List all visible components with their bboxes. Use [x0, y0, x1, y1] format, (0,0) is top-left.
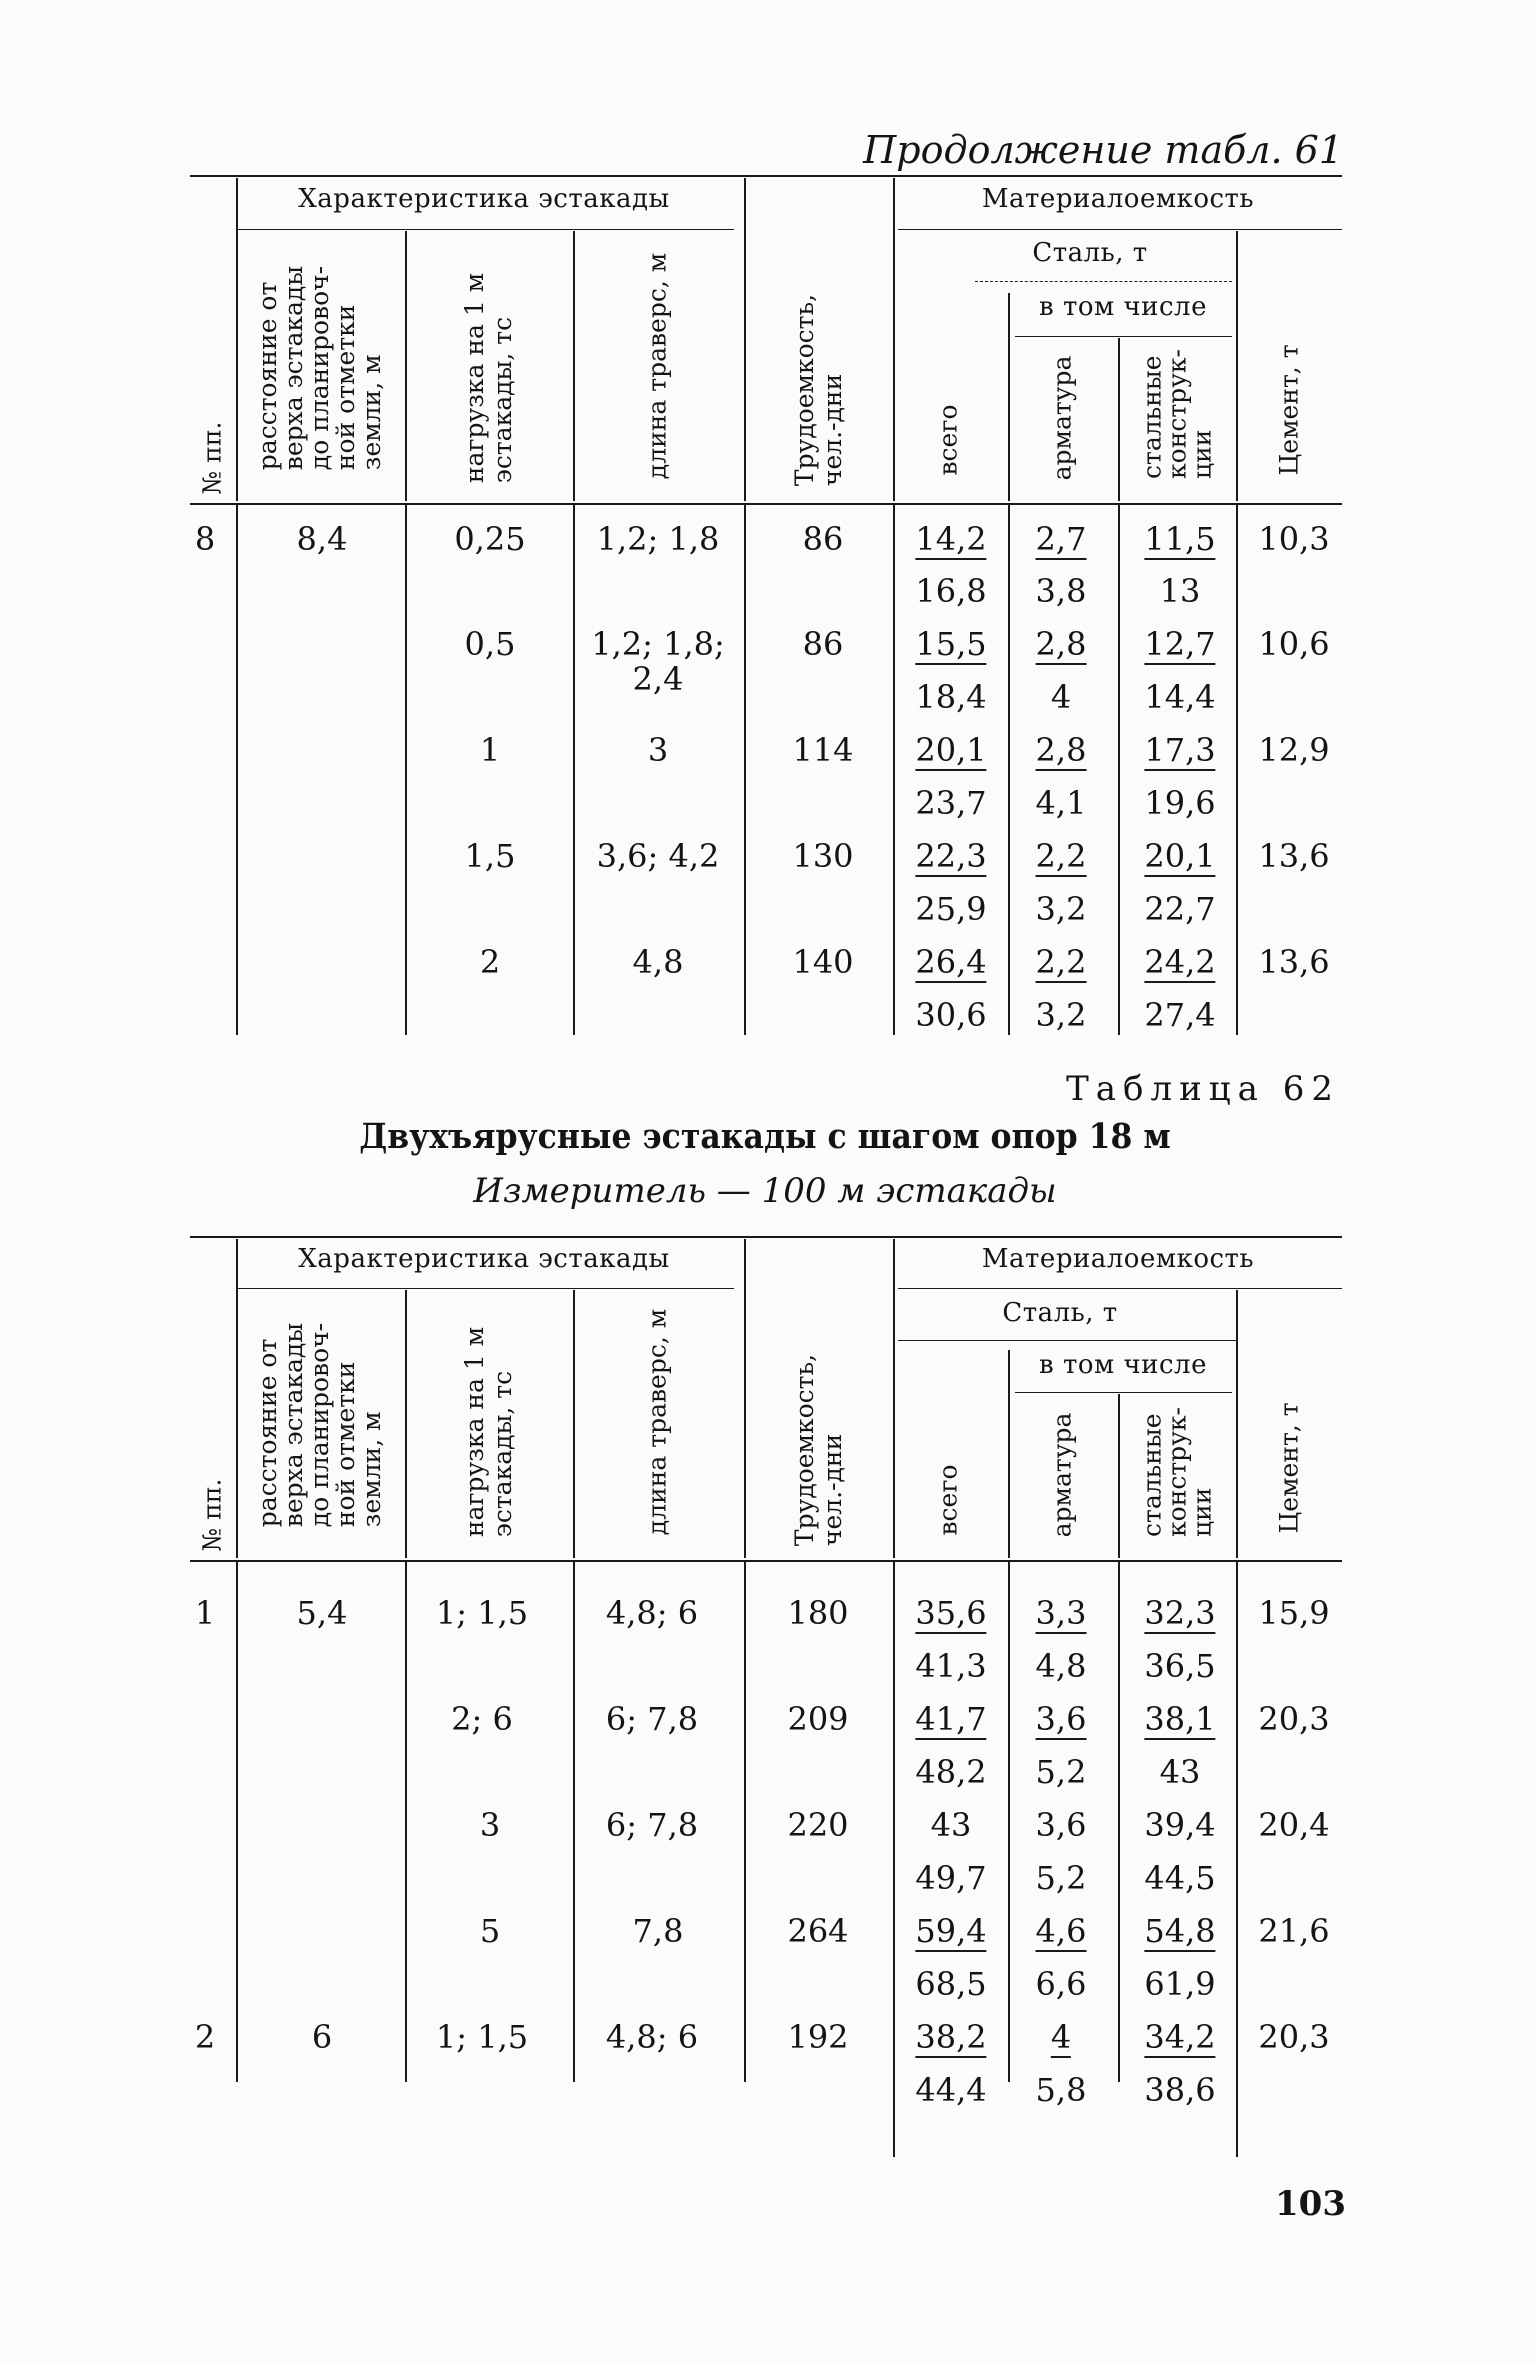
cell-traverse: 3 — [647, 731, 669, 769]
cell-total-1: 35,6 — [915, 1594, 987, 1632]
cell-traverse: 1,2; 1,8 — [596, 520, 720, 558]
cell-total-2: 18,4 — [915, 678, 987, 716]
cell-total-2: 48,2 — [915, 1753, 987, 1791]
cell-rebar-1: 2,2 — [1035, 837, 1087, 875]
cell-labor: 180 — [787, 1594, 849, 1632]
cell-total-1: 26,4 — [915, 943, 987, 981]
cell-distance: 5,4 — [296, 1594, 348, 1632]
header-cement: Цемент, т — [1274, 344, 1304, 476]
cell-traverse: 7,8 — [632, 1912, 684, 1950]
cell-struct-2: 14,4 — [1144, 678, 1216, 716]
cell-total-1: 59,4 — [915, 1912, 987, 1950]
cell-load: 0,5 — [464, 625, 516, 663]
cell-cement: 20,3 — [1258, 2018, 1330, 2056]
header-characteristic: Характеристика эстакады — [298, 184, 670, 214]
cell-load: 2 — [479, 943, 501, 981]
cell-cement: 20,3 — [1258, 1700, 1330, 1738]
cell-rebar-2: 5,2 — [1035, 1859, 1087, 1897]
page-number: 103 — [1275, 2184, 1346, 2224]
cell-labor: 114 — [792, 731, 854, 769]
cell-load: 0,25 — [454, 520, 526, 558]
cell-traverse: 6; 7,8 — [605, 1806, 699, 1844]
cell-struct-2: 43 — [1159, 1753, 1201, 1791]
header-traverse: длина траверс, м — [642, 1308, 672, 1536]
cell-labor: 220 — [787, 1806, 849, 1844]
cell-rebar-2: 3,8 — [1035, 572, 1087, 610]
cell-cement: 13,6 — [1258, 837, 1330, 875]
cell-struct-1: 34,2 — [1144, 2018, 1216, 2056]
cell-total-2: 44,4 — [915, 2071, 987, 2109]
cell-rebar-1: 4,6 — [1035, 1912, 1087, 1950]
cell-cement: 10,6 — [1258, 625, 1330, 663]
header-num: № пп. — [197, 421, 227, 495]
header-steel-struct: стальные конструк- ции — [1137, 1407, 1217, 1537]
cell-num: 1 — [194, 1594, 216, 1632]
header-including: в том числе — [1039, 292, 1207, 322]
cell-load: 2; 6 — [451, 1700, 513, 1738]
cell-rebar-2: 3,2 — [1035, 996, 1087, 1034]
cell-total-1: 38,2 — [915, 2018, 987, 2056]
cell-cement: 13,6 — [1258, 943, 1330, 981]
cell-total-2: 68,5 — [915, 1965, 987, 2003]
cell-total-1: 22,3 — [915, 837, 987, 875]
table-62-subtitle: Измеритель — 100 м эстакады — [473, 1171, 1057, 1211]
cell-load: 1; 1,5 — [435, 1594, 529, 1632]
cell-rebar-1: 2,8 — [1035, 625, 1087, 663]
cell-traverse: 6; 7,8 — [605, 1700, 699, 1738]
header-load: нагрузка на 1 м эстакады, тс — [460, 272, 517, 484]
cell-labor: 130 — [792, 837, 854, 875]
cell-struct-1: 20,1 — [1144, 837, 1216, 875]
table-62-title: Двухъярусные эстакады с шагом опор 18 м — [359, 1116, 1171, 1157]
cell-total-2: 25,9 — [915, 890, 987, 928]
header-rebar: арматура — [1047, 1412, 1077, 1538]
cell-rebar-2: 4,1 — [1035, 784, 1087, 822]
header-distance: расстояние от верха эстакады до планировоч- ной отметки земли, м — [253, 1322, 386, 1528]
header-rebar: арматура — [1047, 355, 1077, 481]
header-materials: Материалоемкость — [981, 1244, 1255, 1274]
header-total: всего — [933, 1464, 963, 1536]
cell-struct-1: 32,3 — [1144, 1594, 1216, 1632]
header-including: в том числе — [1039, 1350, 1207, 1380]
cell-struct-2: 27,4 — [1144, 996, 1216, 1034]
cell-cement: 10,3 — [1258, 520, 1330, 558]
header-traverse: длина траверс, м — [642, 252, 672, 480]
cell-total-2: 23,7 — [915, 784, 987, 822]
header-steel-struct: стальные конструк- ции — [1137, 349, 1217, 479]
cell-total-1: 41,7 — [915, 1700, 987, 1738]
cell-total-1: 20,1 — [915, 731, 987, 769]
cell-struct-2: 44,5 — [1144, 1859, 1216, 1897]
cell-labor: 140 — [792, 943, 854, 981]
cell-labor: 264 — [787, 1912, 849, 1950]
cell-total-2: 16,8 — [915, 572, 987, 610]
header-materials: Материалоемкость — [981, 184, 1255, 214]
cell-num: 8 — [194, 520, 216, 558]
cell-rebar-1: 4 — [1050, 2018, 1072, 2056]
cell-struct-2: 13 — [1159, 572, 1201, 610]
cell-struct-2: 36,5 — [1144, 1647, 1216, 1685]
cell-load: 1; 1,5 — [435, 2018, 529, 2056]
cell-traverse-cont: 2,4 — [632, 660, 684, 698]
header-load: нагрузка на 1 м эстакады, тс — [460, 1326, 517, 1538]
cell-rebar-1: 3,3 — [1035, 1594, 1087, 1632]
cell-labor: 192 — [787, 2018, 849, 2056]
cell-cement: 21,6 — [1258, 1912, 1330, 1950]
cell-struct-1: 39,4 — [1144, 1806, 1216, 1844]
cell-traverse: 4,8; 6 — [605, 2018, 699, 2056]
cell-total-1: 14,2 — [915, 520, 987, 558]
cell-rebar-1: 2,2 — [1035, 943, 1087, 981]
header-total: всего — [933, 404, 963, 476]
header-characteristic: Характеристика эстакады — [298, 1244, 670, 1274]
cell-distance: 8,4 — [296, 520, 348, 558]
cell-load: 1,5 — [464, 837, 516, 875]
cell-struct-1: 11,5 — [1144, 520, 1216, 558]
cell-rebar-2: 5,8 — [1035, 2071, 1087, 2109]
cell-num: 2 — [194, 2018, 216, 2056]
cell-rebar-1: 2,7 — [1035, 520, 1087, 558]
cell-struct-1: 54,8 — [1144, 1912, 1216, 1950]
cell-struct-2: 19,6 — [1144, 784, 1216, 822]
cell-total-2: 41,3 — [915, 1647, 987, 1685]
cell-rebar-1: 3,6 — [1035, 1700, 1087, 1738]
cell-labor: 86 — [802, 520, 844, 558]
cell-cement: 15,9 — [1258, 1594, 1330, 1632]
table-62-label: Таблица 62 — [1066, 1069, 1340, 1109]
header-num: № пп. — [197, 1478, 227, 1552]
cell-rebar-2: 3,2 — [1035, 890, 1087, 928]
cell-total-2: 49,7 — [915, 1859, 987, 1897]
cell-rebar-2: 4,8 — [1035, 1647, 1087, 1685]
header-labor: Трудоемкость, чел.-дни — [790, 293, 847, 487]
header-cement: Цемент, т — [1274, 1402, 1304, 1534]
cell-struct-1: 38,1 — [1144, 1700, 1216, 1738]
cell-struct-1: 12,7 — [1144, 625, 1216, 663]
cell-rebar-1: 2,8 — [1035, 731, 1087, 769]
header-distance: расстояние от верха эстакады до планировоч- ной отметки земли, м — [253, 265, 386, 471]
cell-traverse: 1,2; 1,8; — [591, 625, 725, 663]
header-steel: Сталь, т — [1002, 1298, 1118, 1328]
cell-distance: 6 — [311, 2018, 333, 2056]
cell-load: 1 — [479, 731, 501, 769]
cell-traverse: 3,6; 4,2 — [596, 837, 720, 875]
cell-struct-2: 61,9 — [1144, 1965, 1216, 2003]
cell-rebar-2: 4 — [1050, 678, 1072, 716]
cell-struct-2: 22,7 — [1144, 890, 1216, 928]
cell-struct-1: 17,3 — [1144, 731, 1216, 769]
header-labor: Трудоемкость, чел.-дни — [790, 1353, 847, 1547]
cell-traverse: 4,8 — [632, 943, 684, 981]
cell-cement: 12,9 — [1258, 731, 1330, 769]
cell-load: 3 — [479, 1806, 501, 1844]
cell-traverse: 4,8; 6 — [605, 1594, 699, 1632]
header-steel: Сталь, т — [1032, 238, 1148, 268]
cell-total-1: 15,5 — [915, 625, 987, 663]
cell-total-2: 30,6 — [915, 996, 987, 1034]
cell-total-1: 43 — [930, 1806, 972, 1844]
cell-labor: 86 — [802, 625, 844, 663]
cell-labor: 209 — [787, 1700, 849, 1738]
cell-struct-1: 24,2 — [1144, 943, 1216, 981]
cell-struct-2: 38,6 — [1144, 2071, 1216, 2109]
cell-cement: 20,4 — [1258, 1806, 1330, 1844]
cell-load: 5 — [479, 1912, 501, 1950]
cell-rebar-2: 6,6 — [1035, 1965, 1087, 2003]
cell-rebar-2: 5,2 — [1035, 1753, 1087, 1791]
cell-rebar-1: 3,6 — [1035, 1806, 1087, 1844]
continuation-caption: Продолжение табл. 61 — [863, 128, 1343, 172]
